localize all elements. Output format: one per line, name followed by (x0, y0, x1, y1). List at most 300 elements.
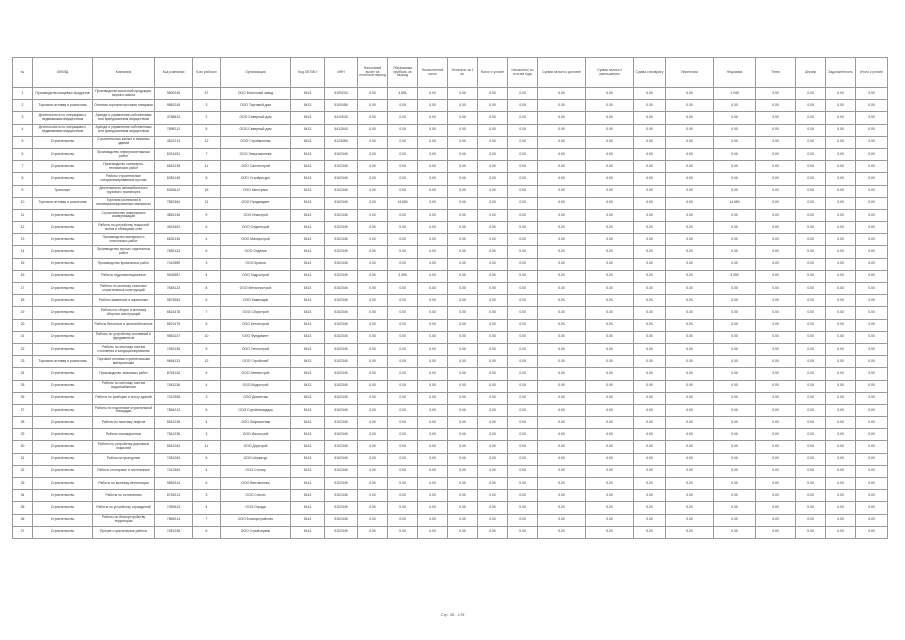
table-cell: 0.00 (666, 136, 714, 148)
table-cell: 0.00 (388, 222, 418, 234)
table-cell: 0.00 (586, 124, 634, 136)
table-cell: 5102345 (325, 429, 358, 441)
table-cell: 0.00 (586, 246, 634, 258)
table-cell: 0.00 (796, 197, 826, 209)
table-cell: 0.00 (418, 124, 448, 136)
table-cell: 0.00 (448, 331, 478, 343)
table-row (13, 526, 888, 538)
table-cell: 13 (13, 234, 33, 246)
table-cell: 5100234 (325, 88, 358, 100)
table-cell: 25 (13, 380, 33, 392)
table-row (13, 100, 888, 112)
table-cell: 5412543 (325, 112, 358, 124)
table-cell: 0.00 (358, 356, 388, 368)
table-cell: ООО Лифтмонтаж (221, 417, 291, 429)
table-cell: 0.00 (714, 112, 756, 124)
table-cell: 0.00 (478, 209, 508, 221)
table-cell: Работы гидроизоляционные (93, 270, 155, 282)
table-cell: 0.00 (634, 453, 666, 465)
table-cell: 5412543 (325, 124, 358, 136)
table-cell: 5413 (291, 246, 325, 258)
table-cell: Строительство (33, 295, 93, 307)
table-cell: 0.00 (714, 404, 756, 416)
table-cell: 0.00 (448, 319, 478, 331)
table-cell: 0.00 (448, 514, 478, 526)
table-cell: 0.00 (538, 331, 586, 343)
table-cell: 0.00 (856, 441, 888, 453)
table-cell: 32 (13, 465, 33, 477)
table-cell: 5102345 (325, 234, 358, 246)
table-cell: 8521479 (155, 319, 193, 331)
table-cell: 0.00 (856, 88, 888, 100)
table-cell: 0.00 (448, 148, 478, 160)
column-header: Уплачено за 1 кв. (448, 58, 478, 88)
table-cell: 0.00 (586, 429, 634, 441)
table-cell: Строительство (33, 222, 93, 234)
table-cell: 0.00 (448, 209, 478, 221)
table-cell: 0.00 (634, 258, 666, 270)
table-cell: ООО Сантехстрой (221, 161, 291, 173)
table-cell: 0.00 (586, 148, 634, 160)
table-cell: 0.00 (388, 185, 418, 197)
table-cell: 14 650 (388, 197, 418, 209)
table-cell: 0.00 (448, 124, 478, 136)
table-cell: Строительство (33, 502, 93, 514)
table-cell: Работы по сборке и монтажу сборных конструкций (93, 307, 155, 319)
table-cell: 6 (13, 148, 33, 160)
table-cell: 0.00 (388, 100, 418, 112)
table-cell: 0.00 (826, 356, 856, 368)
table-cell: 5413 (291, 490, 325, 502)
table-cell: Работы по монтажу стальных строительных конструкций (93, 283, 155, 295)
table-cell: ООО Торговый дом (221, 100, 291, 112)
table-cell: 5102345 (325, 490, 358, 502)
table-cell: 0.00 (856, 197, 888, 209)
table-cell: 0.00 (586, 404, 634, 416)
table-cell: 0.00 (538, 124, 586, 136)
table-cell: Строительство (33, 319, 93, 331)
table-cell: 0.00 (856, 331, 888, 343)
table-cell: 0.00 (478, 197, 508, 209)
table-cell: 7451236 (155, 526, 193, 538)
table-cell: 0.00 (796, 173, 826, 185)
table-cell: 5413 (291, 441, 325, 453)
table-cell: 0.00 (666, 283, 714, 295)
table-cell: 0.00 (358, 283, 388, 295)
table-cell: 0.00 (538, 368, 586, 380)
table-cell: 0.00 (418, 283, 448, 295)
table-cell: 0.00 (756, 478, 796, 490)
table-cell: 0.00 (388, 478, 418, 490)
table-cell: 0.00 (478, 148, 508, 160)
table-cell: 5413 (291, 124, 325, 136)
table-row (13, 502, 888, 514)
table-cell: 4521213 (155, 136, 193, 148)
table-cell: 0.00 (358, 343, 388, 355)
table-cell: 0.00 (508, 222, 538, 234)
table-cell: Работы по благоустройству территории (93, 514, 155, 526)
table-cell: 0.00 (586, 526, 634, 538)
table-cell: ООО Энергомонтаж (221, 148, 291, 160)
table-cell: 0.00 (586, 112, 634, 124)
table-cell: 0.00 (666, 453, 714, 465)
table-cell: 0.00 (418, 453, 448, 465)
table-cell: 0.00 (796, 319, 826, 331)
table-cell: 0.00 (826, 283, 856, 295)
table-cell: 0.00 (714, 417, 756, 429)
table-cell: 5100456 (325, 100, 358, 112)
table-cell: Строительство (33, 173, 93, 185)
table-cell: 7541236 (155, 429, 193, 441)
table-cell: ООО Автотранс (221, 185, 291, 197)
table-cell: 0.00 (796, 514, 826, 526)
table-cell: 0.00 (634, 392, 666, 404)
table-cell: ООО Молочный завод (221, 88, 291, 100)
table-cell: ООО Вентмонтаж (221, 478, 291, 490)
table-cell: 0.00 (538, 502, 586, 514)
table-cell: 36 (13, 514, 33, 526)
table-cell: 0.00 (826, 502, 856, 514)
table-cell: 0.00 (826, 246, 856, 258)
table-cell: 0.00 (796, 453, 826, 465)
table-cell: 0.00 (586, 209, 634, 221)
table-cell: 0.00 (538, 404, 586, 416)
table-cell: 5102345 (325, 331, 358, 343)
table-cell: 0.00 (826, 161, 856, 173)
column-header: Итого к уплате (856, 58, 888, 88)
table-cell: 0.00 (796, 270, 826, 282)
table-cell: 7 (193, 514, 221, 526)
table-cell: 7412589 (155, 258, 193, 270)
table-cell: 0.00 (756, 380, 796, 392)
column-header: Недоимка (714, 58, 756, 88)
table-cell: 0.00 (756, 526, 796, 538)
table-cell: 0.00 (666, 465, 714, 477)
table-row (13, 343, 888, 355)
table-cell: 0.00 (478, 319, 508, 331)
page-footer: Стр. 38 - 178 (440, 612, 465, 617)
table-cell: 6352145 (155, 173, 193, 185)
table-cell: Строительство (33, 417, 93, 429)
table-cell: 0.00 (448, 136, 478, 148)
table-cell: 0.00 (586, 368, 634, 380)
table-cell: 0.00 (826, 136, 856, 148)
table-row (13, 441, 888, 453)
table-cell: 0.00 (358, 246, 388, 258)
table-cell: 11 (193, 161, 221, 173)
table-cell: 0.00 (388, 173, 418, 185)
table-cell: 0.00 (418, 88, 448, 100)
table-cell: 11 (193, 441, 221, 453)
table-cell: 0.00 (756, 465, 796, 477)
column-header: Пени (756, 58, 796, 88)
table-cell: 31 (13, 453, 33, 465)
table-cell: Строительство (33, 246, 93, 258)
table-cell: 0.00 (714, 356, 756, 368)
table-cell: 0.00 (756, 197, 796, 209)
table-cell: 0.00 (856, 490, 888, 502)
table-cell: 7 (193, 307, 221, 319)
table-cell: 0.00 (856, 404, 888, 416)
table-cell: 0.00 (448, 380, 478, 392)
table-cell: 0.00 (538, 490, 586, 502)
column-header: Компания (93, 58, 155, 88)
table-cell: 0.00 (508, 173, 538, 185)
table-cell: 0.00 (388, 209, 418, 221)
table-cell: 0.00 (826, 368, 856, 380)
table-cell: 0.00 (756, 490, 796, 502)
table-cell: 0.00 (478, 453, 508, 465)
table-cell: 0.00 (796, 331, 826, 343)
table-cell: 0.00 (756, 453, 796, 465)
table-cell: 0.00 (358, 319, 388, 331)
table-cell: 0.00 (478, 331, 508, 343)
table-row (13, 88, 888, 100)
table-cell: 0.00 (538, 136, 586, 148)
table-cell: 7854123 (155, 246, 193, 258)
table-cell: 33 (13, 478, 33, 490)
table-row (13, 246, 888, 258)
table-cell: 6 (193, 222, 221, 234)
table-cell: 0.00 (714, 453, 756, 465)
table-cell: 0.00 (826, 234, 856, 246)
table-cell: 0.00 (478, 124, 508, 136)
table-cell: 0.00 (634, 319, 666, 331)
table-cell: 0.00 (388, 124, 418, 136)
table-cell: 0.00 (586, 185, 634, 197)
table-cell: 0.00 (586, 258, 634, 270)
table-cell: 5413 (291, 404, 325, 416)
table-cell: 0.00 (448, 283, 478, 295)
table-cell: Оптовая торговля прочими товарами (93, 100, 155, 112)
table-cell: 0.00 (538, 246, 586, 258)
table-cell: 4 (193, 380, 221, 392)
table-cell: 0.00 (538, 441, 586, 453)
table-cell: 5102345 (325, 526, 358, 538)
table-cell: 0.00 (478, 136, 508, 148)
table-cell: 5413 (291, 368, 325, 380)
table-cell: 0.00 (358, 453, 388, 465)
table-cell: 0.00 (714, 490, 756, 502)
table-cell: 0.00 (826, 307, 856, 319)
table-cell: 0.00 (634, 246, 666, 258)
table-cell: 0.00 (796, 112, 826, 124)
table-cell: 0.00 (856, 465, 888, 477)
table-cell: 0.00 (666, 356, 714, 368)
table-cell: 0.00 (826, 197, 856, 209)
table-cell: 0.00 (508, 148, 538, 160)
table-cell: 5102345 (325, 148, 358, 160)
table-cell: 0.00 (856, 502, 888, 514)
table-cell: 0.00 (856, 148, 888, 160)
table-cell: 0.00 (634, 88, 666, 100)
table-cell: 0.00 (418, 526, 448, 538)
table-cell: 0.00 (418, 161, 448, 173)
table-cell: Работы штукатурные (93, 453, 155, 465)
table-cell: 5102345 (325, 307, 358, 319)
table-cell: 0.00 (538, 173, 586, 185)
table-cell: 7852364 (155, 197, 193, 209)
table-cell: 0.00 (856, 136, 888, 148)
table-cell: 0.00 (478, 478, 508, 490)
table-cell: 0.00 (358, 380, 388, 392)
table-cell: 0.00 (358, 100, 388, 112)
table-cell: 3 (193, 100, 221, 112)
table-cell: Строительство (33, 270, 93, 282)
table-cell: 5413 (291, 343, 325, 355)
table-cell: 0.00 (538, 222, 586, 234)
table-cell: 12 (193, 136, 221, 148)
table-cell: 0.00 (856, 246, 888, 258)
table-cell: 0.00 (586, 331, 634, 343)
table-cell: 0.00 (388, 295, 418, 307)
table-cell: 0.00 (756, 222, 796, 234)
table-cell: 0.00 (448, 161, 478, 173)
table-cell: 3 (193, 392, 221, 404)
table-cell: 5102345 (325, 222, 358, 234)
table-cell: 0.00 (756, 185, 796, 197)
table-cell: 0.00 (478, 234, 508, 246)
table-cell: 0.00 (756, 161, 796, 173)
table-cell: ООО Столяр (221, 465, 291, 477)
table-cell: 0.00 (586, 307, 634, 319)
table-cell: 0.00 (478, 465, 508, 477)
table-cell: 0.00 (714, 124, 756, 136)
table-cell: 0.00 (714, 100, 756, 112)
table-cell: 5413 (291, 209, 325, 221)
table-cell: 5 (193, 526, 221, 538)
table-cell: 0.00 (756, 100, 796, 112)
table-row (13, 429, 888, 441)
table-cell: 0.00 (388, 161, 418, 173)
table-cell: 6 (193, 295, 221, 307)
table-cell: 0.00 (358, 112, 388, 124)
table-row (13, 307, 888, 319)
table-cell: 0.00 (538, 514, 586, 526)
table-cell: 8541236 (155, 417, 193, 429)
table-cell: 0.00 (418, 490, 448, 502)
table-cell: 0.00 (826, 319, 856, 331)
table-cell: Строительство (33, 478, 93, 490)
table-cell: 4521452 (155, 222, 193, 234)
table-cell: 0.00 (508, 197, 538, 209)
table-cell: ООО Бетонстрой (221, 319, 291, 331)
table-cell: 0.00 (586, 88, 634, 100)
table-cell: ООО Стройснаб (221, 356, 291, 368)
table-row (13, 234, 888, 246)
table-cell: Работы по устройству оснований и фундаментов (93, 331, 155, 343)
table-cell: Работы по устройству дорожных покрытий (93, 441, 155, 453)
table-cell: 0.00 (856, 417, 888, 429)
table-cell: 0.00 (796, 88, 826, 100)
table-cell: 0.00 (508, 161, 538, 173)
table-cell: 5 (193, 343, 221, 355)
table-cell: 0.00 (856, 185, 888, 197)
table-cell: Строительство (33, 258, 93, 270)
table-cell: 0.00 (634, 185, 666, 197)
table-cell: 0.00 (756, 258, 796, 270)
table-cell: 0.00 (634, 526, 666, 538)
table-cell: 0.00 (714, 429, 756, 441)
table-cell: 0.00 (826, 258, 856, 270)
table-cell: 0.00 (508, 490, 538, 502)
table-cell: 0.00 (418, 307, 448, 319)
table-cell: 6521478 (155, 307, 193, 319)
table-cell: 0.00 (448, 185, 478, 197)
table-cell: 0.00 (826, 417, 856, 429)
table-cell: 8 (193, 283, 221, 295)
table-cell: 0.00 (756, 514, 796, 526)
table-cell: 0.00 (666, 173, 714, 185)
table-cell: 0.00 (418, 331, 448, 343)
table-cell: 0.00 (508, 404, 538, 416)
table-cell: 0.00 (418, 380, 448, 392)
table-cell: 0.00 (358, 136, 388, 148)
table-cell: 0.00 (714, 173, 756, 185)
table-cell: 0.00 (634, 331, 666, 343)
column-header: Код компании (155, 58, 193, 88)
table-cell: 0.00 (418, 392, 448, 404)
table-cell: 0.00 (634, 222, 666, 234)
table-cell: Строительство (33, 380, 93, 392)
header-row (13, 58, 888, 88)
table-cell: 0.00 (856, 392, 888, 404)
table-cell: 5413 (291, 112, 325, 124)
table-cell: 35 (13, 502, 33, 514)
table-cell: 0.00 (796, 478, 826, 490)
table-cell: ООО Отделка (221, 246, 291, 258)
table-cell: 0.00 (538, 380, 586, 392)
table-cell: 0.00 (388, 258, 418, 270)
table-cell: 0.00 (634, 209, 666, 221)
table-cell: Производство земляных работ (93, 368, 155, 380)
table-cell: 0.00 (538, 148, 586, 160)
table-cell: 0.00 (508, 185, 538, 197)
table-cell: ООО Стройсервис (221, 526, 291, 538)
table-cell: 0.00 (634, 380, 666, 392)
table-cell: 0.00 (714, 161, 756, 173)
table-cell: 30 (13, 441, 33, 453)
table-row (13, 173, 888, 185)
table-cell: 0.00 (714, 148, 756, 160)
table-cell: 0.00 (448, 307, 478, 319)
table-cell: Работы строительные специализированные прочие (93, 173, 155, 185)
table-cell: 0.00 (634, 234, 666, 246)
table-cell: 0.00 (388, 234, 418, 246)
table-cell: Работы по монтажу систем водоснабжения (93, 380, 155, 392)
table-cell: 0.00 (388, 392, 418, 404)
table-cell: Аренда и управление собственным или арендованным имуществом (93, 112, 155, 124)
table-cell: 7451236 (155, 380, 193, 392)
table-cell: 5102345 (325, 392, 358, 404)
table-cell: 0.00 (796, 465, 826, 477)
table-cell: 0.00 (796, 246, 826, 258)
table-cell: 0.00 (448, 258, 478, 270)
table-cell: ООО Кровля (221, 258, 291, 270)
table-cell: 5413 (291, 307, 325, 319)
table-cell: 0.00 (634, 197, 666, 209)
table-row (13, 417, 888, 429)
table-cell: 0.00 (508, 502, 538, 514)
table-cell: 26 (13, 392, 33, 404)
table-cell: 0.00 (478, 283, 508, 295)
table-cell: 0.00 (756, 234, 796, 246)
table-cell: 4 (193, 234, 221, 246)
table-cell: 0.00 (388, 307, 418, 319)
column-header: Сумма налога к уменьшению (586, 58, 634, 88)
table-cell: 0.00 (358, 331, 388, 343)
table-cell: 0.00 (756, 124, 796, 136)
